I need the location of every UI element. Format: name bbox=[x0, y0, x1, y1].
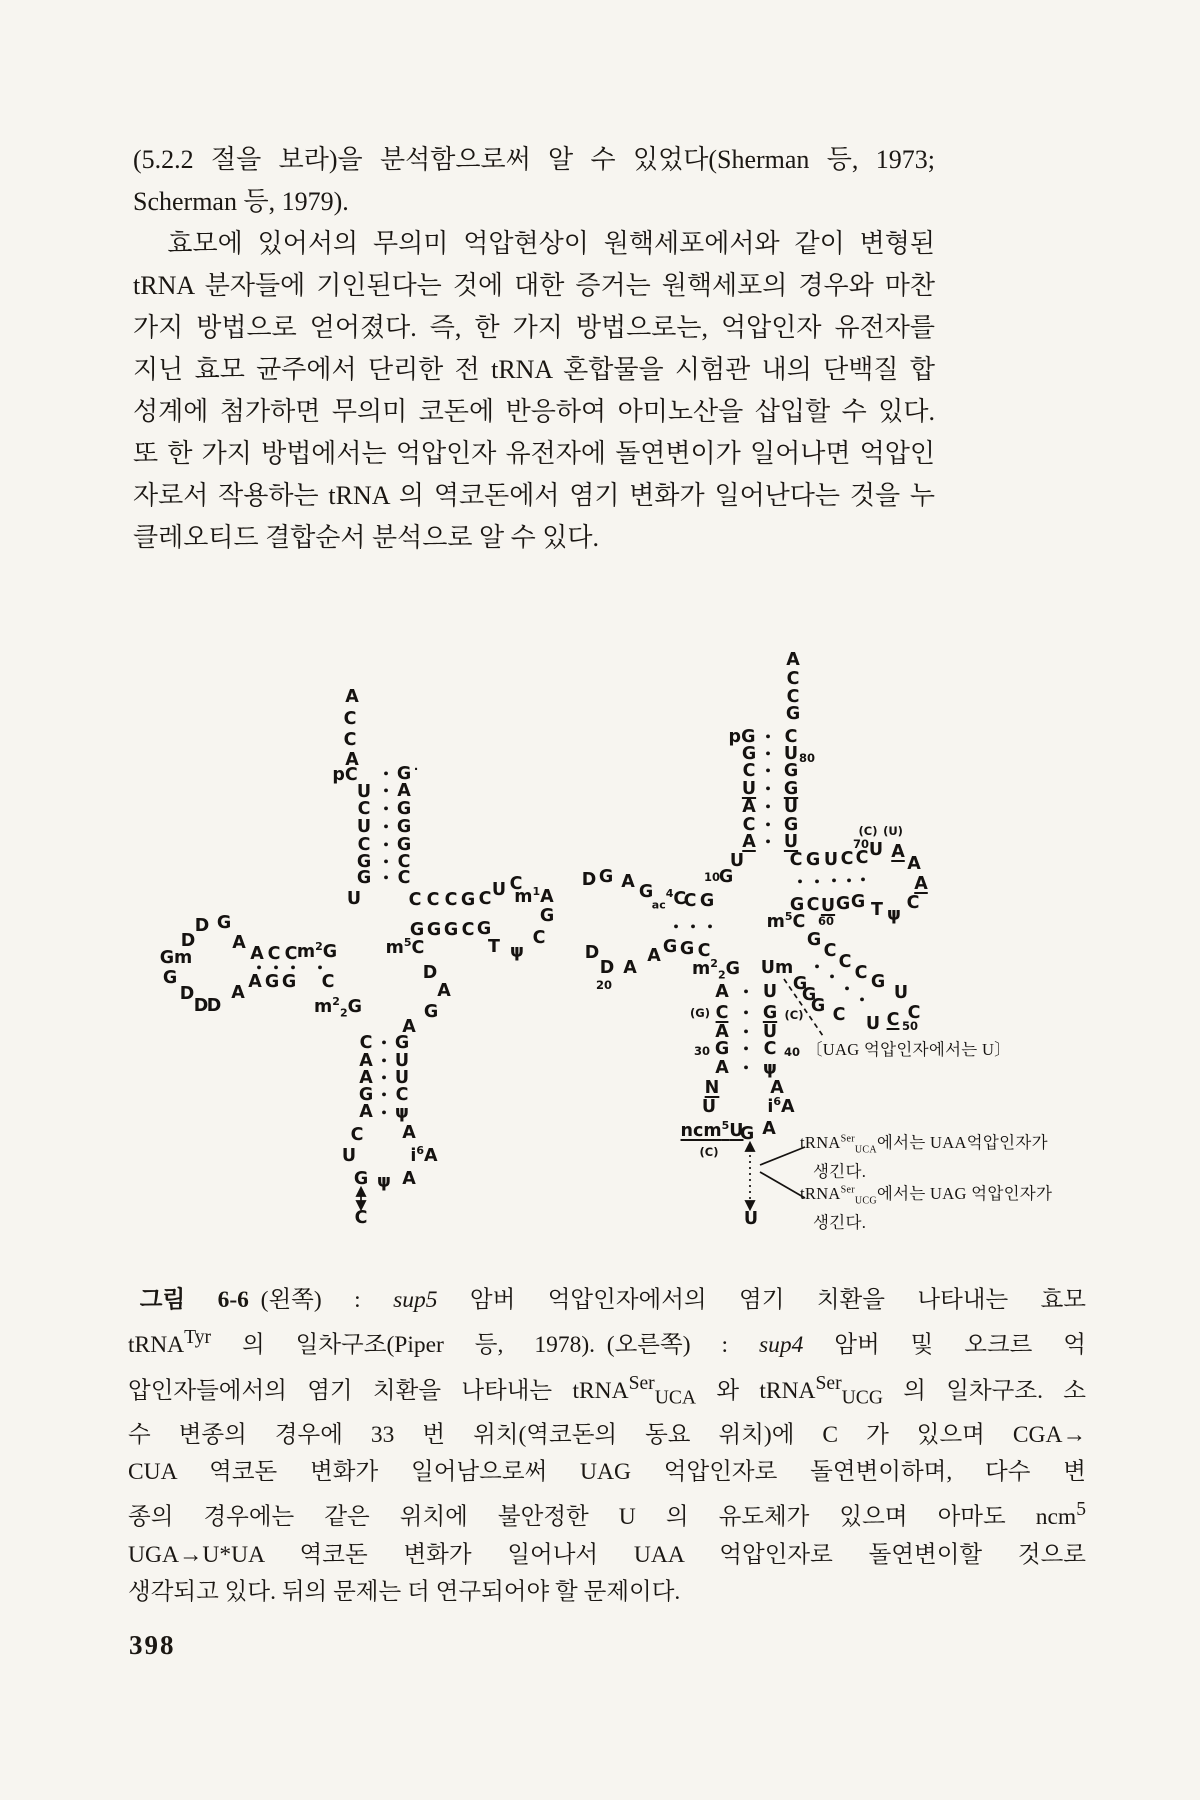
right_trna-nucleotide: C bbox=[786, 669, 800, 689]
right_trna-nucleotide: C bbox=[784, 727, 798, 747]
caption-line: CUA 역코돈 변화가 일어남으로써 UAG 억압인자로 돌연변이하며, 다수 변 bbox=[128, 1458, 1086, 1485]
pair-dot: • bbox=[255, 961, 263, 975]
right_trna-nucleotide: A bbox=[742, 797, 756, 817]
position-number: (C) bbox=[699, 1145, 719, 1159]
left_trna-nucleotide: T bbox=[488, 937, 500, 957]
right_trna-nucleotide: D bbox=[581, 870, 597, 890]
right_trna-nucleotide: G bbox=[810, 996, 826, 1016]
page-number: 398 bbox=[129, 1630, 176, 1660]
pair-dot: • bbox=[382, 871, 390, 885]
right_trna-nucleotide: G bbox=[835, 894, 851, 914]
text-line: 성계에 첨가하면 무의미 코돈에 반응하여 아미노산을 삽입할 수 있다. bbox=[133, 397, 935, 426]
pair-dot: • bbox=[742, 1006, 750, 1020]
text-line: 가지 방법으로 얻어졌다. 즉, 한 가지 방법으로는, 억압인자 유전자를 bbox=[133, 313, 935, 342]
right_trna-nucleotide: G bbox=[714, 1039, 730, 1059]
right_trna-nucleotide: U bbox=[743, 1209, 759, 1229]
left_trna-nucleotide: G bbox=[396, 817, 412, 837]
left_trna-nucleotide: G bbox=[353, 1169, 369, 1189]
pair-dot: • bbox=[382, 802, 390, 816]
right_trna-nucleotide: U bbox=[820, 896, 836, 916]
caption-line: tRNA$^{Tyr}$ 의 일차구조(Piper 등, 1978). (오른쪽) : sup4 암버 및 오크르 억 bbox=[128, 1327, 1086, 1359]
right_trna-nucleotide: G bbox=[792, 974, 808, 994]
left_trna-nucleotide: A bbox=[248, 972, 262, 992]
pair-dot: • bbox=[845, 874, 853, 888]
left_trna-nucleotide: C bbox=[359, 1033, 373, 1053]
position-number: 30 bbox=[693, 1044, 711, 1058]
right_trna-nucleotide: $_{ac}^4$C bbox=[651, 887, 687, 912]
right_trna-nucleotide: A bbox=[621, 872, 635, 892]
pair-dot: • bbox=[796, 875, 804, 889]
right_trna-nucleotide: G bbox=[806, 930, 822, 950]
left_trna-nucleotide: G bbox=[396, 799, 412, 819]
pair-dot: • bbox=[764, 835, 772, 849]
pair-dot: • bbox=[742, 1025, 750, 1039]
right_trna-nucleotide: C bbox=[886, 1010, 900, 1030]
right_trna-nucleotide: G bbox=[789, 895, 805, 915]
right_trna-nucleotide: U bbox=[865, 1014, 881, 1034]
left_trna-nucleotide: A bbox=[232, 933, 246, 953]
pair-dot: • bbox=[316, 961, 324, 975]
text-line: 지닌 효모 균주에서 단리한 전 tRNA 혼합물을 시험관 내의 단백질 합 bbox=[133, 355, 935, 384]
pair-dot: • bbox=[742, 1042, 750, 1056]
pair-dot: • bbox=[689, 920, 697, 934]
pair-dot: • bbox=[289, 961, 297, 975]
pair-dot: • bbox=[380, 1036, 388, 1050]
left_trna-nucleotide: D bbox=[179, 984, 195, 1004]
right_trna-nucleotide: C bbox=[854, 963, 868, 983]
left_trna-nucleotide: A bbox=[402, 1017, 416, 1037]
left_trna-nucleotide: C bbox=[426, 890, 440, 910]
pair-dot: • bbox=[830, 874, 838, 888]
pair-dot: • bbox=[742, 1061, 750, 1075]
right_trna-nucleotide: A bbox=[770, 1078, 784, 1098]
right_trna-nucleotide: C bbox=[742, 815, 756, 835]
left_trna-nucleotide: A bbox=[359, 1051, 373, 1071]
right_trna-nucleotide: G bbox=[739, 1124, 755, 1144]
pair-dot: • bbox=[764, 782, 772, 796]
figure-caption bbox=[128, 1282, 1086, 1611]
right_trna-nucleotide: U bbox=[701, 1097, 717, 1117]
right_trna-nucleotide: G bbox=[783, 761, 799, 781]
right_trna-nucleotide: G bbox=[783, 779, 799, 799]
left_trna-nucleotide: D bbox=[422, 963, 438, 983]
left_trna-nucleotide: C bbox=[509, 874, 523, 894]
left_trna-nucleotide: C bbox=[343, 709, 357, 729]
right_trna-nucleotide: G bbox=[870, 972, 886, 992]
left_trna-nucleotide: D bbox=[180, 931, 196, 951]
right_trna-nucleotide: C bbox=[823, 941, 837, 961]
pair-dot: • bbox=[380, 1071, 388, 1085]
left_trna-nucleotide: C bbox=[357, 799, 371, 819]
left_trna-nucleotide: C bbox=[478, 889, 492, 909]
left_trna-nucleotide: ψ bbox=[510, 942, 524, 962]
right_trna-nucleotide: G bbox=[850, 892, 866, 912]
right_trna-nucleotide: A bbox=[623, 958, 637, 978]
pair-dot: • bbox=[382, 820, 390, 834]
right_trna-nucleotide: U bbox=[729, 851, 745, 871]
text-line: 효모에 있어서의 무의미 억압현상이 원핵세포에서와 같이 변형된 bbox=[133, 229, 935, 258]
position-number: 80 bbox=[798, 751, 816, 765]
pair-dot: • bbox=[828, 970, 836, 984]
text-line: 또 한 가지 방법에서는 억압인자 유전자에 돌연변이가 일어나면 억압인 bbox=[133, 439, 935, 468]
pair-dot: • bbox=[272, 961, 280, 975]
position-number: 50 bbox=[901, 1019, 919, 1033]
right_trna-nucleotide: G bbox=[785, 704, 801, 724]
right_trna-nucleotide: G bbox=[741, 744, 757, 764]
right_trna-nucleotide: A bbox=[715, 1022, 729, 1042]
right_trna-nucleotide: A bbox=[907, 854, 921, 874]
left_trna-nucleotide: G bbox=[426, 920, 442, 940]
right_trna-nucleotide: C bbox=[832, 1005, 846, 1025]
pair-dot: • bbox=[380, 1106, 388, 1120]
annotation-text: tRNA$^{Ser}_{UCG}$에서는 UAG 억압인자가 bbox=[800, 1184, 1053, 1207]
left_trna-nucleotide: D bbox=[194, 916, 210, 936]
right_trna-nucleotide: U bbox=[783, 832, 799, 852]
right_trna-nucleotide: U bbox=[868, 840, 884, 860]
right_trna-nucleotide: C bbox=[906, 893, 920, 913]
caption-line: 수 변종의 경우에 33 번 위치(역코돈의 동요 위치)에 C 가 있으며 CGA→ bbox=[128, 1421, 1086, 1448]
left_trna-nucleotide: U bbox=[356, 817, 372, 837]
left_trna-nucleotide: A bbox=[345, 750, 359, 770]
left_trna-nucleotide: $m^1A$ bbox=[514, 885, 554, 907]
right_trna-nucleotide: C bbox=[742, 761, 756, 781]
pair-dot: • bbox=[858, 993, 866, 1007]
caption-line: 생각되고 있다. 뒤의 문제는 더 연구되어야 할 문제이다. bbox=[128, 1579, 681, 1606]
text-line: 자로서 작용하는 tRNA 의 역코돈에서 염기 변화가 일어난다는 것을 누 bbox=[133, 481, 935, 510]
pair-dot: • bbox=[382, 767, 390, 781]
left_trna-nucleotide: C bbox=[350, 1125, 364, 1145]
left_trna-nucleotide: $m^5C$ bbox=[385, 936, 425, 958]
right_trna-nucleotide: C bbox=[763, 1039, 777, 1059]
text-line: 클레오티드 결합순서 분석으로 알 수 있다. bbox=[133, 523, 599, 552]
pair-dot: • bbox=[813, 960, 821, 974]
pair-dot: • bbox=[843, 982, 851, 996]
caption-line: UGA→U*UA 역코돈 변화가 일어나서 UAA 억압인자로 돌연변이할 것으로 bbox=[128, 1541, 1086, 1568]
left_trna-nucleotide: G bbox=[281, 972, 297, 992]
left_trna-nucleotide: A bbox=[402, 1169, 416, 1189]
right_trna-nucleotide: T bbox=[871, 900, 883, 920]
pair-dot: • bbox=[764, 747, 772, 761]
right_trna-nucleotide: U bbox=[762, 982, 778, 1002]
right_trna-nucleotide: A bbox=[742, 832, 756, 852]
right_trna-nucleotide: D bbox=[584, 943, 600, 963]
right_trna-nucleotide: C bbox=[697, 941, 711, 961]
position-number: (U) bbox=[883, 824, 903, 838]
left_trna-nucleotide: G bbox=[423, 1002, 439, 1022]
annotation-text: tRNA$^{Ser}_{UCA}$에서는 UAA억압인자가 bbox=[800, 1133, 1048, 1156]
left_trna-nucleotide: pC bbox=[332, 765, 358, 785]
left_trna-nucleotide: C bbox=[267, 944, 281, 964]
caption-line: 종의 경우에는 같은 위치에 불안정한 U 의 유도체가 있으며 아마도 ncm$^5$ bbox=[128, 1499, 1086, 1531]
text-line: tRNA 분자들에 기인된다는 것에 대한 증거는 원핵세포의 경우와 마찬 bbox=[133, 271, 935, 300]
position-number: 70 bbox=[852, 837, 870, 851]
right_trna-nucleotide: ψ bbox=[887, 905, 901, 925]
left_trna-nucleotide: C bbox=[397, 868, 411, 888]
left_trna-nucleotide: ψ bbox=[377, 1172, 391, 1192]
position-number: · bbox=[413, 762, 419, 776]
left_trna-nucleotide: G bbox=[356, 852, 372, 872]
left_trna-nucleotide: G bbox=[394, 1033, 410, 1053]
right_trna-nucleotide: U bbox=[741, 779, 757, 799]
right_trna-nucleotide: C bbox=[789, 850, 803, 870]
left_trna-nucleotide: A bbox=[402, 1123, 416, 1143]
left_trna-nucleotide: G bbox=[539, 906, 555, 926]
right_trna-nucleotide: ncm$^5$U bbox=[680, 1119, 744, 1141]
left_trna-nucleotide: G bbox=[358, 1085, 374, 1105]
pair-dot: • bbox=[382, 855, 390, 869]
pair-dot: • bbox=[859, 873, 867, 887]
left_trna-nucleotide: C bbox=[397, 852, 411, 872]
left_trna-nucleotide: U bbox=[341, 1146, 357, 1166]
pair-dot: • bbox=[764, 818, 772, 832]
right_trna-nucleotide: A bbox=[715, 1058, 729, 1078]
left_trna-nucleotide: D bbox=[193, 996, 209, 1016]
right_trna-nucleotide: C bbox=[806, 895, 820, 915]
figure-line bbox=[760, 1172, 805, 1198]
position-number: 20 bbox=[595, 978, 613, 992]
text-line: (5.2.2 절을 보라)을 분석함으로써 알 수 있었다(Sherman 등, 1973; bbox=[133, 145, 935, 174]
position-number: 60 bbox=[817, 914, 835, 928]
right_trna-nucleotide: G bbox=[662, 937, 678, 957]
right_trna-nucleotide: C bbox=[838, 952, 852, 972]
pair-dot: • bbox=[380, 1088, 388, 1102]
right_trna-nucleotide: G bbox=[718, 867, 734, 887]
right_trna-nucleotide: A bbox=[647, 946, 661, 966]
right_trna-nucleotide: G bbox=[762, 1003, 778, 1023]
left_trna-nucleotide: A bbox=[231, 983, 245, 1003]
left_trna-nucleotide: U bbox=[346, 889, 362, 909]
left_trna-nucleotide: G bbox=[396, 835, 412, 855]
left_trna-nucleotide: C bbox=[357, 835, 371, 855]
right_trna-nucleotide: U bbox=[783, 797, 799, 817]
text-line: Scherman 등, 1979). bbox=[133, 187, 349, 216]
left_trna-nucleotide: G bbox=[264, 972, 280, 992]
annotation-text: 〔UAG 억압인자에서는 U〕 bbox=[806, 1040, 1011, 1059]
left_trna-nucleotide: A bbox=[397, 781, 411, 801]
pair-dot: • bbox=[764, 730, 772, 744]
right_trna-nucleotide: C bbox=[715, 1003, 729, 1023]
left_trna-nucleotide: $m^2G$ bbox=[296, 940, 338, 962]
left_trna-nucleotide: C bbox=[284, 944, 298, 964]
right_trna-nucleotide: A bbox=[762, 1119, 776, 1139]
right_trna-nucleotide: G bbox=[783, 815, 799, 835]
caption-line: 압인자들에서의 염기 치환을 나타내는 tRNA$^{Ser}_{UCA}$ 와 tRNA$^{Ser}_{UCG}$ 의 일차구조. 소 bbox=[128, 1372, 1086, 1409]
right_trna-nucleotide: $m^5C$ bbox=[766, 910, 806, 932]
position-number: (G) bbox=[690, 1006, 710, 1020]
left_trna-nucleotide: A bbox=[437, 981, 451, 1001]
right_trna-nucleotide: $i^6A$ bbox=[767, 1095, 795, 1117]
right_trna-nucleotide: G bbox=[801, 985, 817, 1005]
left_trna-nucleotide: G bbox=[356, 868, 372, 888]
left_trna-nucleotide: U bbox=[394, 1068, 410, 1088]
left_trna-nucleotide: G bbox=[216, 913, 232, 933]
pair-dot: • bbox=[764, 800, 772, 814]
left_trna-nucleotide: G bbox=[460, 890, 476, 910]
left_trna-nucleotide: G bbox=[443, 920, 459, 940]
left_trna-nucleotide: $i^6A$ bbox=[410, 1144, 438, 1166]
position-number: 10 bbox=[703, 870, 721, 884]
annotation-text: 생긴다. bbox=[813, 1162, 867, 1181]
right_trna-nucleotide: A bbox=[786, 650, 800, 670]
left_trna-nucleotide: C bbox=[354, 1208, 368, 1228]
left_trna-nucleotide: C bbox=[321, 972, 335, 992]
left_trna-nucleotide: D bbox=[206, 996, 222, 1016]
right_trna-nucleotide: A bbox=[715, 982, 729, 1002]
right_trna-nucleotide: U bbox=[893, 983, 909, 1003]
left_trna-nucleotide: Gm bbox=[159, 948, 193, 968]
left_trna-nucleotide: C bbox=[461, 920, 475, 940]
left_trna-nucleotide: A bbox=[359, 1068, 373, 1088]
right_trna-nucleotide: U bbox=[783, 744, 799, 764]
left_trna-nucleotide: A bbox=[345, 687, 359, 707]
left_trna-nucleotide: C bbox=[408, 890, 422, 910]
annotation-text: 생긴다. bbox=[813, 1213, 867, 1232]
left_trna-nucleotide: U bbox=[394, 1051, 410, 1071]
position-number: (C) bbox=[858, 824, 878, 838]
pair-dot: • bbox=[382, 838, 390, 852]
left_trna-nucleotide: ψ bbox=[395, 1103, 409, 1123]
right_trna-nucleotide: C bbox=[855, 848, 869, 868]
right_trna-nucleotide: C bbox=[907, 1003, 921, 1023]
right_trna-nucleotide: Um bbox=[760, 958, 794, 978]
position-number: 40 bbox=[783, 1045, 801, 1059]
pair-dot: • bbox=[764, 764, 772, 778]
right_trna-nucleotide: A bbox=[914, 874, 928, 894]
right_trna-nucleotide: C bbox=[786, 687, 800, 707]
pair-dot: • bbox=[706, 920, 714, 934]
right_trna-nucleotide: D bbox=[599, 958, 615, 978]
right_trna-nucleotide: pG bbox=[728, 727, 756, 747]
position-number: (C) bbox=[784, 1008, 804, 1022]
left_trna-nucleotide: C bbox=[444, 890, 458, 910]
right_trna-nucleotide: G bbox=[679, 939, 695, 959]
pair-dot: • bbox=[380, 1054, 388, 1068]
left_trna-nucleotide: U bbox=[356, 782, 372, 802]
pair-dot: • bbox=[742, 985, 750, 999]
caption-line: 그림 6-6 (왼쪽) : sup5 암버 억압인자에서의 염기 치환을 나타내는 효모 bbox=[139, 1287, 1086, 1313]
figure-line bbox=[760, 1147, 805, 1165]
left_trna-nucleotide: G bbox=[476, 919, 492, 939]
right_trna-nucleotide: C bbox=[683, 891, 697, 911]
pair-dot: • bbox=[813, 875, 821, 889]
left_trna-nucleotide: A bbox=[359, 1102, 373, 1122]
right_trna-nucleotide: N bbox=[704, 1078, 720, 1098]
left_trna-nucleotide: A bbox=[250, 944, 264, 964]
right_trna-nucleotide: $m^2_2G$ bbox=[692, 957, 740, 982]
right_trna-nucleotide: G bbox=[699, 891, 715, 911]
right_trna-nucleotide: U bbox=[823, 850, 839, 870]
right_trna-nucleotide: G bbox=[598, 867, 614, 887]
pair-dot: • bbox=[382, 784, 390, 798]
left_trna-nucleotide: $m^2_2G$ bbox=[314, 995, 362, 1020]
right_trna-nucleotide: ψ bbox=[763, 1059, 777, 1079]
right_trna-nucleotide: G bbox=[805, 850, 821, 870]
left_trna-nucleotide: C bbox=[343, 730, 357, 750]
right_trna-nucleotide: C bbox=[840, 849, 854, 869]
left_trna-nucleotide: C bbox=[532, 928, 546, 948]
pair-dot: • bbox=[672, 920, 680, 934]
right_trna-nucleotide: A bbox=[891, 842, 905, 862]
right_trna-nucleotide: G bbox=[638, 882, 654, 902]
left_trna-nucleotide: G bbox=[162, 968, 178, 988]
left_trna-nucleotide: C bbox=[395, 1085, 409, 1105]
left_trna-nucleotide: G bbox=[396, 764, 412, 784]
left_trna-nucleotide: U bbox=[491, 880, 507, 900]
right_trna-nucleotide: U bbox=[762, 1022, 778, 1042]
left_trna-nucleotide: G bbox=[409, 920, 425, 940]
